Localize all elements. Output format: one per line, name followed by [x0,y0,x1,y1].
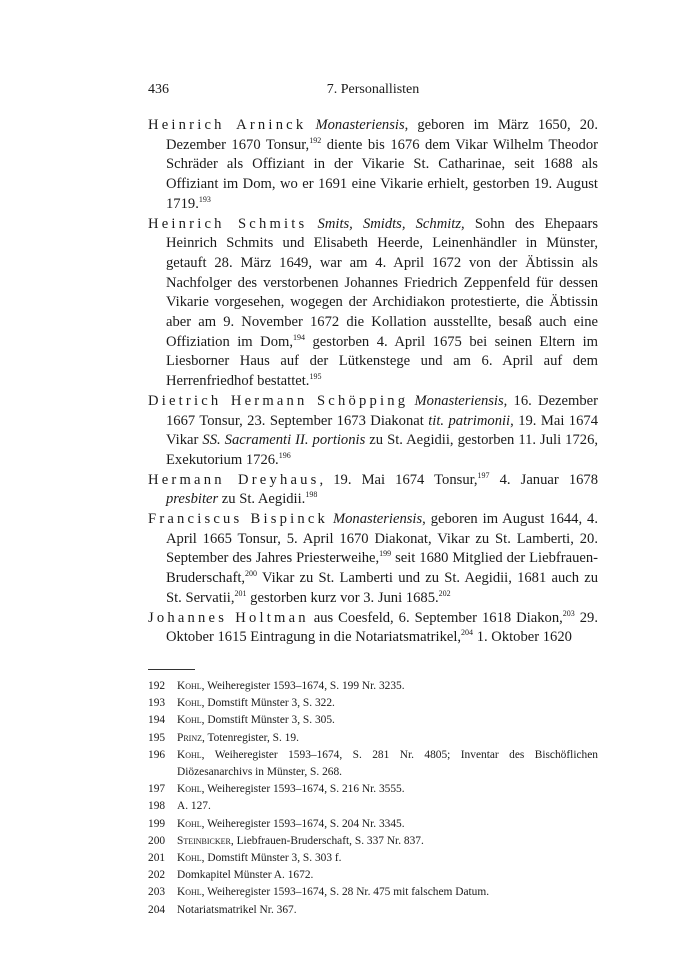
page [148,82,598,919]
person-name: Heinrich Arninck [148,117,307,133]
footnote-text [177,816,598,833]
footnote-text [177,695,598,712]
italic-text: Monasteriensis [332,511,423,528]
text-run [307,216,317,232]
text-run: , 16. Dezember 1667 Tonsur, 23. September 1673 Diakonat [166,392,598,429]
person-entry [148,471,598,510]
footnote-number: 203 [148,886,166,899]
text-run: , Liebfrauen-Bruderschaft, S. 337 Nr. 837. [230,834,424,847]
author-name: Kohl [177,679,202,692]
author-name: Kohl [177,886,202,899]
footnote-ref: 193 [198,194,211,204]
footnote-ref: 198 [305,490,318,500]
text-run: , Weiheregister 1593–1674, S. 281 Nr. 4805; Inventar des Bischöflichen Diözesanarchivs in Münster, S. 268. [177,748,598,778]
footnote-number: 201 [148,852,166,865]
text-run: seit 1680 Mitglied der Liebfrauen-Bruderschaft, [166,550,598,587]
text-run: zu St. Aegidii. [218,491,306,508]
text-run: A. 127. [177,800,211,813]
footnote [148,850,598,867]
footnote-ref: 200 [245,569,258,579]
text-run: , Weiheregister 1593–1674, S. 204 Nr. 3345. [201,817,405,830]
entry-list [148,116,598,648]
footnote-text [177,833,598,850]
footnote-text [177,884,598,901]
text-run: , Weiheregister 1593–1674, S. 28 Nr. 475 mit falschem Datum. [201,886,490,899]
footnote-text [177,850,598,867]
person-name: Hermann Dreyhaus [148,471,320,488]
text-run: , Totenregister, S. 19. [202,731,299,744]
footnote [148,730,598,747]
person-entry [148,609,598,648]
text-run: , Weiheregister 1593–1674, S. 216 Nr. 3555. [201,783,405,796]
text-run: , 19. Mai 1674 Tonsur, [319,471,478,488]
footnote [148,833,598,850]
footnote-text [177,712,598,729]
footnote-number: 200 [148,834,166,847]
person-name: Franciscus Bispinck [148,511,329,528]
footnote-number: 194 [148,714,166,727]
text-run: Domkapitel Münster A. 1672. [177,869,314,882]
footnote-text [177,747,598,781]
text-run: , 19. Mai 1674 Vikar [166,412,598,449]
footnote [148,781,598,798]
footnote-number: 204 [148,903,166,916]
footnote-number: 195 [148,731,166,744]
text-run: , Sohn des Ehepaars Heinrich Schmits und Elisabeth Heerde, Leinenhändler in Münster, getauft 28. März 1649, war am 4. April 1672 von der Äbtissin als Nachfolger des verstorbenen Johannes Friedrich Zeppenfeld für dessen Vikarie vorgesehen, wogegen der Archidiakon protestierte, die Äbtissin aber am 9. November 1672 die Kollation ausstellte, besaß auch eine Offiziation im Dom, [166,215,599,350]
person-entry [148,116,598,215]
footnote-ref: 204 [461,628,474,638]
author-name: Kohl [177,714,202,727]
author-name: Kohl [177,697,202,710]
text-run: , geboren im März 1650, 20. Dezember 1670 Tonsur, [166,117,598,153]
footnote-number: 192 [148,679,166,692]
footnote-ref: 203 [562,608,575,618]
italic-text: presbiter [166,491,219,508]
footnote-ref: 199 [379,549,392,559]
footnote-ref: 192 [309,135,322,145]
text-run: Notariatsmatrikel Nr. 367. [177,903,297,916]
author-name: Steinbicker [177,834,231,847]
footnote-text [177,781,598,798]
author-name: Kohl [177,817,202,830]
footnote-number: 198 [148,800,166,813]
footnote [148,712,598,729]
person-name: Johannes Holtman [148,609,309,626]
text-run: , Domstift Münster 3, S. 322. [201,697,335,710]
footnote [148,747,598,781]
page-number: 436 [148,82,169,97]
footnote-ref: 197 [477,470,490,480]
page-header [148,82,598,106]
text-run: Vikar zu St. Lamberti und zu St. Aegidii, 1681 auch zu St. Servatii, [166,570,598,606]
footnote-divider [148,669,195,670]
footnote [148,695,598,712]
footnote-text [177,730,598,747]
text-run: , Domstift Münster 3, S. 305. [201,714,335,727]
running-head: 7. Personallisten [326,82,420,97]
footnote [148,798,598,815]
italic-text: Monasteriensis [315,117,405,133]
author-name: Kohl [177,783,202,796]
footnote-list [148,678,598,919]
author-name: Kohl [177,748,202,761]
italic-text: SS. Sacramenti II. portionis [202,432,366,449]
text-run: , Weiheregister 1593–1674, S. 199 Nr. 3235. [201,679,405,692]
text-run: 29. Oktober 1615 Eintragung in die Notariatsmatrikel, [166,609,599,646]
footnote-number: 193 [148,697,166,710]
footnote-number: 202 [148,869,166,882]
italic-text: tit. patrimonii [428,412,511,429]
footnote-ref: 194 [293,332,305,342]
author-name: Kohl [177,852,202,865]
person-entry [148,215,598,392]
footnote-ref: 202 [438,589,451,599]
footnote-ref: 195 [309,372,322,382]
text-run: zu St. Aegidii, gestorben 11. Juli 1726, Exekutorium 1726. [166,432,599,468]
text-run: , Domstift Münster 3, S. 303 f. [201,852,342,865]
footnote-number: 196 [148,748,166,761]
text-run: , geboren im August 1644, 4. April 1665 Tonsur, 5. April 1670 Diakonat, Vikar zu St. Lamberti, 20. September des Jahres Priesterweihe, [166,511,598,567]
person-entry [148,392,598,471]
footnote [148,816,598,833]
text-run: gestorben kurz vor 3. Juni 1685. [246,589,439,606]
footnote-number: 197 [148,783,166,796]
footnote-text [177,798,598,815]
footnote [148,867,598,884]
text-run: gestorben 4. April 1675 bei seinen Eltern im Liesborner Haus auf der Lütkenstege und am 6. April auf dem Herrenfriedhof bestattet. [166,333,598,390]
footnote-number: 199 [148,817,166,830]
footnote [148,884,598,901]
italic-text: Smits, Smidts, Schmitz [317,215,462,232]
text-run: 1. Oktober 1620 [473,629,572,646]
person-name: Heinrich Schmits [148,215,308,232]
person-name: Dietrich Hermann Schöpping [148,392,409,409]
footnote [148,678,598,695]
footnote-text [177,867,598,884]
footnote-ref: 201 [234,589,247,599]
text-run: aus Coesfeld, 6. September 1618 Diakon, [308,609,563,626]
italic-text: Monasteriensis [414,392,504,409]
footnote-text [177,902,598,919]
footnote-text [177,678,598,695]
author-name: Prinz [177,731,202,744]
text-run: 4. Januar 1678 [489,471,599,488]
footnote [148,902,598,919]
person-entry [148,510,598,609]
footnote-ref: 196 [278,451,291,461]
text-run: diente bis 1676 dem Vikar Wilhelm Theodor Schräder als Offiziant in der Vikarie St. Catharinae, seit 1688 als Offiziant im Dom, wo er 1691 eine Vikarie erhielt, gestorben 19. August 1719. [166,136,598,212]
